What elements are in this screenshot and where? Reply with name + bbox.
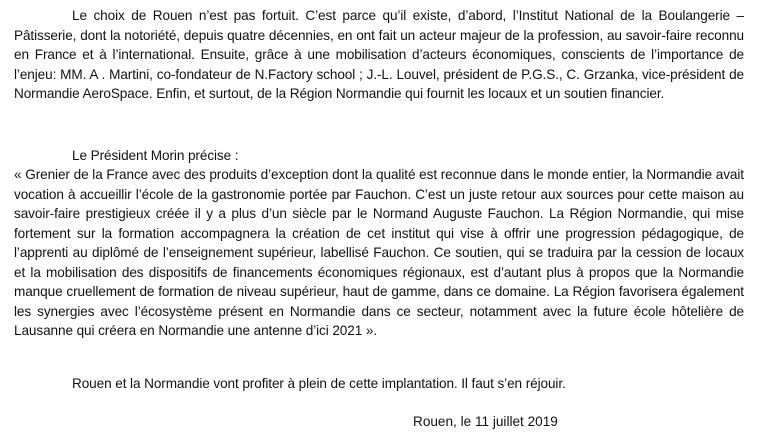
paragraph-choix-rouen: Le choix de Rouen n’est pas fortuit. C’est parce qu’il existe, d’abord, l’Institut National de la Boulangerie – Pâtisserie, dont la notoriété, depuis quatre décennies, en ont fait un acteur majeur de la profession, au savoir-faire reconnu en France et à l’international. Ensuite, grâce à une mobilisation d’acteurs économiques, conscients de l’importance de l’enjeu: MM. A . Martini, co-fondateur de N.Factory school ; J.-L. Louvel, président de P.G.S., C. Grzanka, vice-président de Normandie AeroSpace. Enfin, et surtout, de la Région Normandie qui fournit les locaux et un soutien financier. (14, 8, 744, 101)
paragraph-president-intro: Le Président Morin précise : (72, 148, 239, 163)
paragraph-quote: « Grenier de la France avec des produits d’exception dont la qualité est reconnue dans le monde entier, la Normandie avait vocation à accueillir l’école de la gastronomie portée par Fauchon. C’est un juste retour aux sources pour cette maison au savoir-faire prestigieux créée il y a plus d’un siècle par le Normand Auguste Fauchon. La Région Normandie, qui mise fortement sur la formation accompagnera la création de cet institut qui vise à offrir une progression pédagogique, de l’apprenti au diplômé de l’enseignement supérieur, labellisé Fauchon. Ce soutien, qui se traduira par la cession de locaux et la mobilisation des dispositifs de financements économiques régionaux, est d’autant plus à propos que la Normandie manque cruellement de formation de niveau supérieur, haut de gamme, dans ce domaine. La Région favorisera également les synergies avec l’écosystème présent en Normandie dans ce secteur, notamment avec la future école hôtelière de Lausanne qui créera en Normandie une antenne d’ici 2021 ». (14, 167, 744, 338)
dateline: Rouen, le 11 juillet 2019 (413, 414, 558, 429)
paragraph-closing: Rouen et la Normandie vont profiter à plein de cette implantation. Il faut s’en réjouir. (72, 376, 566, 391)
